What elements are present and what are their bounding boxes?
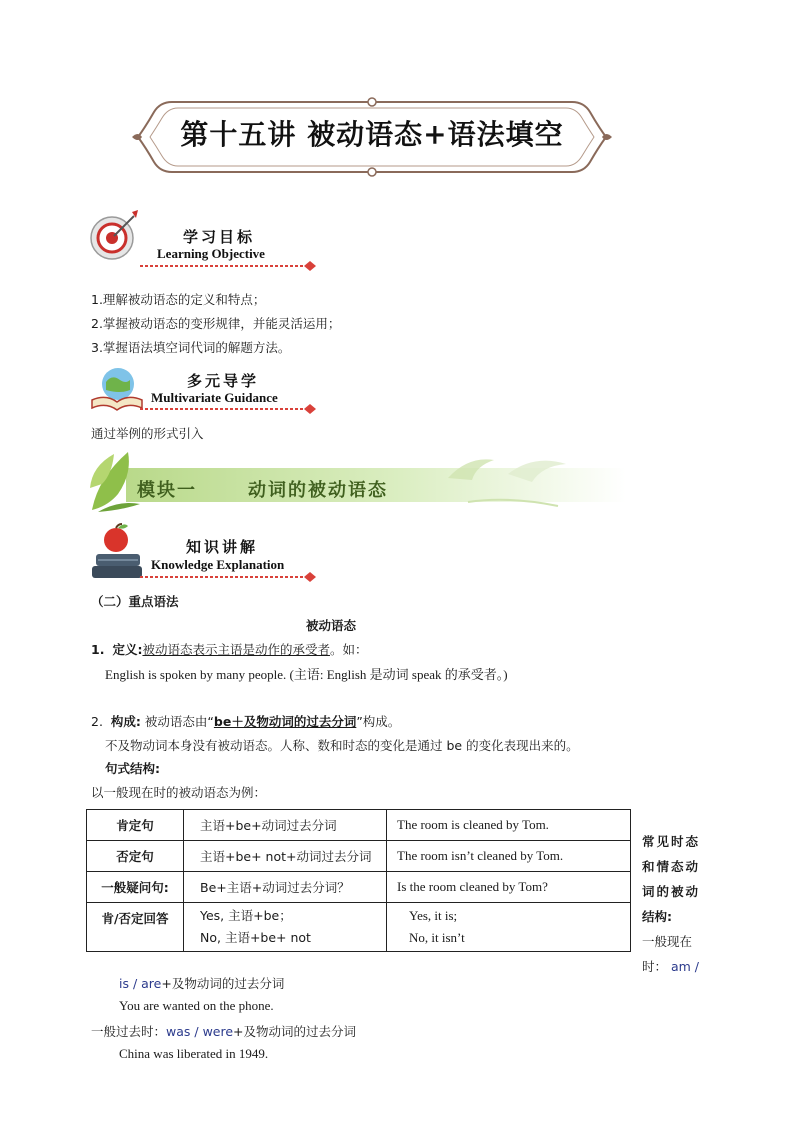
row-example: Is the room cleaned by Tom? bbox=[387, 872, 631, 903]
side-note-line: 词的被动 bbox=[642, 884, 701, 899]
side-note-line: 常见时态 bbox=[642, 834, 701, 849]
row-type: 否定句 bbox=[87, 841, 184, 872]
present-rest: +及物动词的过去分词 bbox=[161, 976, 285, 991]
past-forms: was / were bbox=[166, 1024, 234, 1039]
present-example: You are wanted on the phone. bbox=[119, 998, 274, 1013]
objective-item-2: 2.掌握被动语态的变形规律，并能灵活运用； bbox=[91, 316, 341, 331]
composition-num: 2. bbox=[91, 714, 103, 729]
structure-intro: 以一般现在时的被动语态为例： bbox=[91, 785, 267, 800]
row-example bbox=[387, 903, 631, 952]
row-example: The room isn’t cleaned by Tom. bbox=[387, 841, 631, 872]
definition-rest: 。如： bbox=[329, 642, 368, 657]
past-forms-line bbox=[91, 1022, 356, 1040]
knowledge-divider bbox=[140, 571, 316, 583]
center-heading: 被动语态 bbox=[306, 618, 357, 633]
passive-structure-table bbox=[86, 809, 631, 952]
objective-en-heading: Learning Objective bbox=[157, 246, 265, 261]
row-formula: 主语+be+动词过去分词 bbox=[184, 810, 387, 841]
row-formula bbox=[184, 903, 387, 952]
module-label: 模块一 bbox=[137, 480, 197, 501]
side-note-tense-cont bbox=[642, 954, 704, 979]
side-note-tense: 一般现在 bbox=[642, 934, 693, 949]
composition-underlined: be＋及物动词的过去分词 bbox=[213, 714, 357, 729]
row-type: 肯定句 bbox=[87, 810, 184, 841]
composition-label: 构成: bbox=[110, 714, 141, 729]
objective-item-1: 1.理解被动语态的定义和特点； bbox=[91, 292, 266, 307]
objective-divider bbox=[140, 260, 316, 272]
side-note-tense-suffix: 时： bbox=[642, 959, 668, 974]
guidance-cn-heading: 多元导学 bbox=[187, 372, 260, 390]
module-name: 动词的被动语态 bbox=[248, 480, 388, 501]
definition-label: 定义: bbox=[112, 642, 143, 657]
knowledge-cn-heading: 知识讲解 bbox=[186, 538, 259, 556]
composition-line bbox=[91, 712, 400, 730]
page-title: 第十五讲 被动语态+语法填空 bbox=[180, 118, 564, 151]
table-row bbox=[87, 872, 631, 903]
composition-post: ”构成。 bbox=[356, 714, 401, 729]
row-formula-no: No, 主语+be+ not bbox=[200, 930, 311, 945]
row-formula: 主语+be+ not+动词过去分词 bbox=[184, 841, 387, 872]
composition-pre: 被动语态由“ bbox=[144, 714, 214, 729]
side-note bbox=[642, 829, 704, 979]
knowledge-en-heading: Knowledge Explanation bbox=[151, 557, 285, 572]
side-note-line: 结构: bbox=[642, 909, 672, 924]
past-example: China was liberated in 1949. bbox=[119, 1046, 269, 1061]
composition-note: 不及物动词本身没有被动语态。人称、数和时态的变化是通过 be 的变化表现出来的。 bbox=[105, 738, 579, 753]
row-type: 肯/否定回答 bbox=[87, 903, 184, 952]
guidance-divider bbox=[140, 403, 316, 415]
row-example: The room is cleaned by Tom. bbox=[387, 810, 631, 841]
book-globe-icon bbox=[88, 364, 146, 412]
present-forms: is / are bbox=[119, 976, 162, 991]
table-row bbox=[87, 903, 631, 952]
row-example-no: No, it isn’t bbox=[409, 930, 465, 945]
row-formula: Be+主语+动词过去分词？ bbox=[184, 872, 387, 903]
definition-underlined: 被动语态表示主语是动作的承受者 bbox=[142, 642, 330, 657]
structure-label: 句式结构: bbox=[105, 761, 160, 776]
past-rest: +及物动词的过去分词 bbox=[233, 1024, 357, 1039]
side-note-forms: am / bbox=[671, 959, 700, 974]
table-row bbox=[87, 810, 631, 841]
apple-books-icon bbox=[88, 522, 146, 582]
definition-num: 1. bbox=[91, 642, 105, 657]
definition-example: English is spoken by many people. (主语: English 是动词 speak 的承受者。) bbox=[105, 667, 508, 682]
past-label: 一般过去时： bbox=[91, 1024, 167, 1039]
target-icon bbox=[88, 206, 140, 264]
row-formula-yes: Yes, 主语+be； bbox=[200, 908, 292, 923]
present-forms-line bbox=[119, 974, 284, 992]
side-note-line: 和情态动 bbox=[642, 859, 701, 874]
row-type: 一般疑问句: bbox=[87, 872, 184, 903]
row-example-yes: Yes, it is; bbox=[409, 908, 458, 923]
objective-cn-heading: 学习目标 bbox=[183, 228, 256, 246]
definition-line bbox=[91, 640, 367, 658]
guidance-text: 通过举例的形式引入 bbox=[91, 426, 204, 441]
table-row bbox=[87, 841, 631, 872]
objective-item-3: 3.掌握语法填空词代词的解题方法。 bbox=[91, 340, 291, 355]
guidance-en-heading: Multivariate Guidance bbox=[151, 390, 278, 405]
sub-heading: （二）重点语法 bbox=[91, 594, 179, 609]
